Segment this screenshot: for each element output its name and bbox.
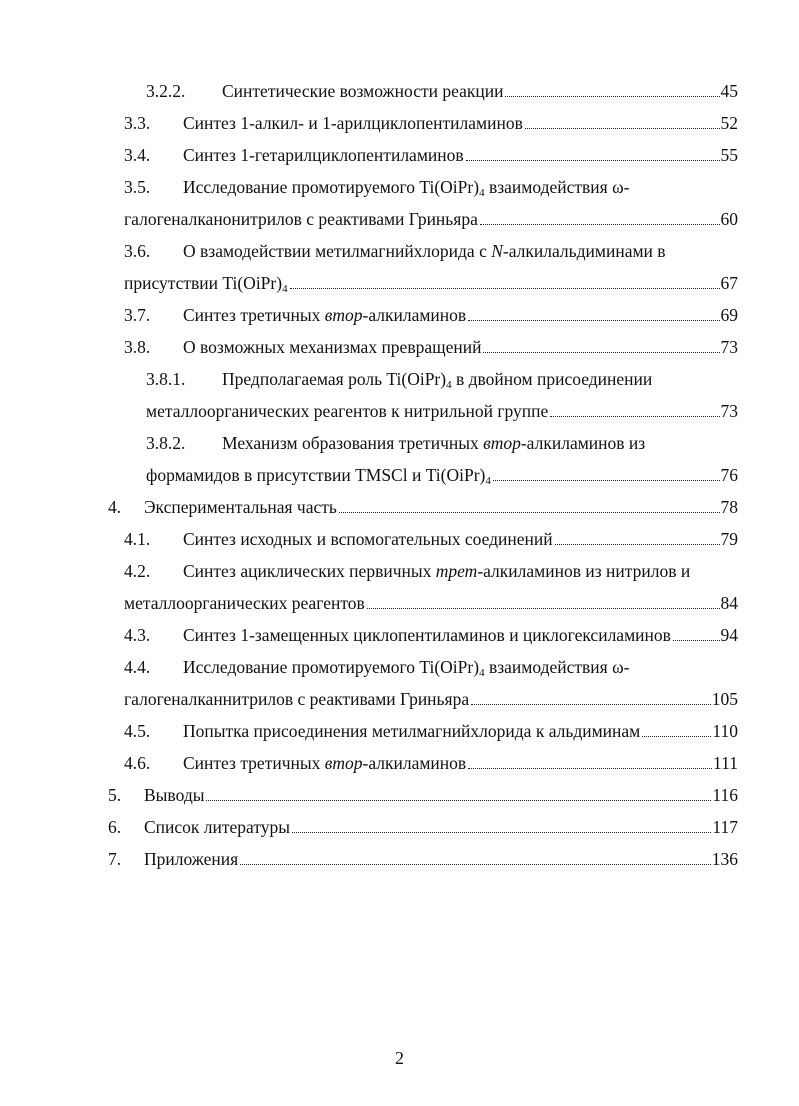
toc-page-number: 60 xyxy=(720,209,738,229)
dot-leader xyxy=(290,287,720,289)
toc-page-number: 67 xyxy=(720,273,738,293)
dot-leader xyxy=(339,511,720,513)
toc-title: Попытка присоединения метилмагнийхлорида к альдиминам xyxy=(183,721,641,741)
toc-entry-3-5[interactable] xyxy=(124,170,738,198)
toc-entry-3-8-2-cont[interactable] xyxy=(146,458,738,486)
toc-title: Выводы xyxy=(144,785,205,805)
dot-leader xyxy=(525,127,720,129)
dot-leader xyxy=(466,159,720,161)
toc-page-number: 79 xyxy=(720,529,738,549)
toc-title-line1: Исследование промотируемого $Ti(OiPr)_4$ взаимодействия ω- xyxy=(183,657,630,679)
toc-title: Синтез исходных и вспомогательных соединений xyxy=(183,529,553,549)
toc-page-number: 105 xyxy=(711,689,738,709)
toc-title-line1: О взамодействии метилмагнийхлорида с N-алкилальдиминами в xyxy=(183,241,666,261)
dot-leader xyxy=(468,767,712,769)
toc-entry-3-4[interactable] xyxy=(124,138,738,166)
toc-entry-4-4[interactable] xyxy=(124,650,738,678)
dot-leader xyxy=(550,415,719,417)
toc-entry-7[interactable] xyxy=(108,842,738,870)
toc-title-line2: галогеналканнитрилов с реактивами Гриньяра xyxy=(124,689,470,709)
toc-title-line2: присутствии $Ti(OiPr)_4$ xyxy=(124,273,288,295)
toc-title: Список литературы xyxy=(144,817,291,837)
toc-entry-3-8-1-cont[interactable] xyxy=(146,394,738,422)
toc-title-line1: Исследование промотируемого $Ti(OiPr)_4$ взаимодействия ω- xyxy=(183,177,630,199)
dot-leader xyxy=(493,479,720,481)
toc-number: 3.6. xyxy=(124,241,151,261)
toc-title: Синтез третичных втор-алкиламинов xyxy=(183,753,467,773)
dot-leader xyxy=(292,831,711,833)
toc-entry-3-8[interactable] xyxy=(124,330,738,358)
toc-entry-6[interactable] xyxy=(108,810,738,838)
dot-leader xyxy=(471,703,711,705)
toc-number: 3.4. xyxy=(124,145,151,165)
toc-title-line2: металлоорганических реагентов xyxy=(124,593,365,613)
toc-page-number: 55 xyxy=(720,145,738,165)
toc-page-number: 73 xyxy=(720,337,738,357)
toc-entry-4-1[interactable] xyxy=(124,522,738,550)
toc-page-number: 76 xyxy=(720,465,738,485)
toc-number: 4.4. xyxy=(124,657,151,677)
toc-entry-4-4-cont[interactable] xyxy=(124,682,738,710)
toc-entry-4-6[interactable] xyxy=(124,746,738,774)
toc-number: 7. xyxy=(108,849,122,869)
toc-number: 4.5. xyxy=(124,721,151,741)
toc-entry-4-2-cont[interactable] xyxy=(124,586,738,614)
toc-entry-4-2[interactable] xyxy=(124,554,738,582)
toc-title-line2: металлоорганических реагентов к нитрильной группе xyxy=(146,401,549,421)
toc-title-line2: формамидов в присутствии TMSCl и $Ti(OiPr)_4$ xyxy=(146,465,491,487)
dot-leader xyxy=(555,543,720,545)
toc-page-number: 78 xyxy=(720,497,738,517)
toc-title-line1: Предполагаемая роль $Ti(OiPr)_4$ в двойном присоединении xyxy=(222,369,653,391)
toc-page-number: 136 xyxy=(711,849,738,869)
dot-leader xyxy=(206,799,711,801)
toc-page-number: 117 xyxy=(712,817,738,837)
toc-title: Синтез 1-алкил- и 1-арилциклопентиламинов xyxy=(183,113,523,133)
toc-number: 5. xyxy=(108,785,122,805)
toc-title: Синтез 1-гетарилциклопентиламинов xyxy=(183,145,464,165)
toc-page-number: 110 xyxy=(712,721,738,741)
toc-page-number: 94 xyxy=(720,625,738,645)
dot-leader xyxy=(673,639,720,641)
toc-entry-3-3[interactable] xyxy=(124,106,738,134)
toc-page-number: 69 xyxy=(720,305,738,325)
toc-number: 3.8.2. xyxy=(146,433,186,453)
toc-page-number: 84 xyxy=(720,593,738,613)
dot-leader xyxy=(480,223,720,225)
toc-title: Синтез 1-замещенных циклопентиламинов и циклогексиламинов xyxy=(183,625,671,645)
dot-leader xyxy=(642,735,711,737)
toc-entry-3-6[interactable] xyxy=(124,234,738,262)
toc-number: 3.5. xyxy=(124,177,151,197)
toc-entry-3-6-cont[interactable] xyxy=(124,266,738,294)
toc-title: Синтетические возможности реакции xyxy=(222,81,504,101)
toc-number: 3.8.1. xyxy=(146,369,186,389)
dot-leader xyxy=(367,607,720,609)
toc-title: Синтез третичных втор-алкиламинов xyxy=(183,305,467,325)
toc-number: 4.2. xyxy=(124,561,151,581)
toc-page-number: 52 xyxy=(720,113,738,133)
toc-entry-4[interactable] xyxy=(108,490,738,518)
toc-entry-3-8-1[interactable] xyxy=(146,362,738,390)
toc-page-number: 116 xyxy=(712,785,738,805)
toc-page-number: 73 xyxy=(720,401,738,421)
toc-page-number: 45 xyxy=(720,81,738,101)
toc-title: О возможных механизмах превращений xyxy=(183,337,482,357)
toc-title: Приложения xyxy=(144,849,239,869)
toc-number: 3.3. xyxy=(124,113,151,133)
dot-leader xyxy=(240,863,711,865)
toc-number: 4.1. xyxy=(124,529,151,549)
dot-leader xyxy=(468,319,719,321)
toc-entry-3-8-2[interactable] xyxy=(146,426,738,454)
toc-number: 6. xyxy=(108,817,122,837)
toc-title-line1: Механизм образования третичных втор-алкиламинов из xyxy=(222,433,646,453)
toc-title-line1: Синтез ациклических первичных трет-алкиламинов из нитрилов и xyxy=(183,561,691,581)
toc-title-line2: галогеналканонитрилов с реактивами Гриньяра xyxy=(124,209,478,229)
toc-number: 3.2.2. xyxy=(146,81,186,101)
toc-entry-3-5-cont[interactable] xyxy=(124,202,738,230)
toc-entry-3-2-2[interactable] xyxy=(146,74,738,102)
toc-entry-5[interactable] xyxy=(108,778,738,806)
toc-entry-3-7[interactable] xyxy=(124,298,738,326)
toc-entry-4-3[interactable] xyxy=(124,618,738,646)
toc-number: 4.6. xyxy=(124,753,151,773)
dot-leader xyxy=(483,351,719,353)
page-number: 2 xyxy=(395,1048,404,1068)
toc-number: 3.8. xyxy=(124,337,151,357)
dot-leader xyxy=(505,95,719,97)
toc-number: 3.7. xyxy=(124,305,151,325)
toc-title: Экспериментальная часть xyxy=(144,497,337,517)
toc-entry-4-5[interactable] xyxy=(124,714,738,742)
toc-number: 4. xyxy=(108,497,122,517)
toc-page-number: 111 xyxy=(713,753,738,773)
toc-number: 4.3. xyxy=(124,625,151,645)
